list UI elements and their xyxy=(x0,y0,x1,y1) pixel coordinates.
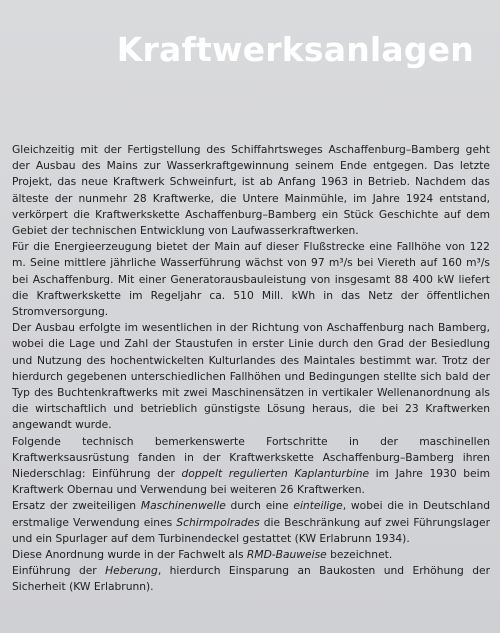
emphasis-einteilige: einteilige xyxy=(293,499,343,513)
text-span: bezeichnet. xyxy=(326,548,393,562)
emphasis-heberung: Heberung xyxy=(105,564,158,578)
emphasis-kaplanturbine: doppelt regulierten Kaplanturbine xyxy=(181,467,370,481)
text-span: Diese Anordnung wurde in der Fachwelt als xyxy=(12,548,247,562)
body-text xyxy=(12,142,490,596)
emphasis-schirmpolrad: Schirmpolrades xyxy=(176,515,260,529)
paragraph-heberung xyxy=(12,563,490,595)
text-span: , hierdurch Einsparung an Baukosten und Erhöhung der Sicherheit (KW Erlabrunn). xyxy=(12,564,490,594)
paragraph-energy: Für die Energieerzeugung bietet der Main auf dieser Flußstrecke eine Fallhöhe von 122 m. Seine mittlere jährliche Wasserführung wächst von 97 m³/s bei Viereth auf 160 m³/s bei Aschaffenburg. Mit einer Generatorausbauleistung von insgesamt 88 400 kW liefert die Kraftwerkskette im Regeljahr ca. 510 Mill. kWh in das Netz der öffentlichen Stromversorgung. xyxy=(12,240,490,319)
page-title: Kraftwerksanlagen xyxy=(116,30,474,69)
paragraph-shaft xyxy=(12,498,490,547)
paragraph-rmd xyxy=(12,547,490,563)
paragraph-construction: Der Ausbau erfolgte im wesentlichen in der Richtung von Aschaffenburg nach Bamberg, wobei die Lage und Zahl der Staustufen in erster Linie durch den Grad der Besiedlung und Nutzung des hochentwickelten Kulturlandes des Maintales bestimmt war. Trotz der hierdurch gegebenen unterschiedlichen Fallhöhen und Bedingungen stellte sich bald der Typ des Buchtenkraftwerks mit zwei Maschinensätzen in vertikaler Wellenanordnung als die wirtschaftlich und betrieblich günstigste Lösung heraus, die bei 23 Kraftwerken angewandt wurde. xyxy=(12,321,490,432)
paragraph-kaplan xyxy=(12,434,490,499)
paragraph-intro: Gleichzeitig mit der Fertigstellung des Schiffahrtsweges Aschaffenburg–Bamberg geht der Ausbau des Mains zur Wasserkraftgewinnung seinem Ende entgegen. Das letzte Projekt, das neue Kraftwerk Schweinfurt, ist ab Anfang 1963 in Betrieb. Nachdem das älteste der nunmehr 28 Kraftwerke, die Untere Mainmühle, im Jahre 1924 entstand, verkörpert die Kraftwerkskette Aschaffenburg–Bamberg ein Stück Geschichte auf dem Gebiet der technischen Entwicklung von Laufwasserkraftwerken. xyxy=(12,143,490,238)
text-span: , wobei die in Deutschland erstmalige Verwendung eines xyxy=(12,499,491,529)
text-span: Ersatz der zweiteiligen xyxy=(12,499,141,513)
emphasis-maschinenwelle: Maschinenwelle xyxy=(140,499,226,513)
emphasis-rmd-bauweise: RMD-Bauweise xyxy=(246,548,327,562)
text-span: Einführung der xyxy=(12,564,106,578)
text-span: Folgende technisch bemerkenswerte Fortschritte in der maschinellen Kraftwerksausrüstung fanden in der Kraftwerkskette Aschaffenburg–Bamberg ihren Niederschlag: Einführung der xyxy=(12,434,490,481)
text-span: die Beschränkung auf zwei Führungslager und ein Spurlager auf dem Turbinendeckel gestattet (KW Erlabrunn 1934). xyxy=(12,515,490,545)
text-span: im Jahre 1930 beim Kraftwerk Obernau und Verwendung bei weiteren 26 Kraftwerken. xyxy=(12,467,490,497)
text-span: durch eine xyxy=(225,499,294,513)
